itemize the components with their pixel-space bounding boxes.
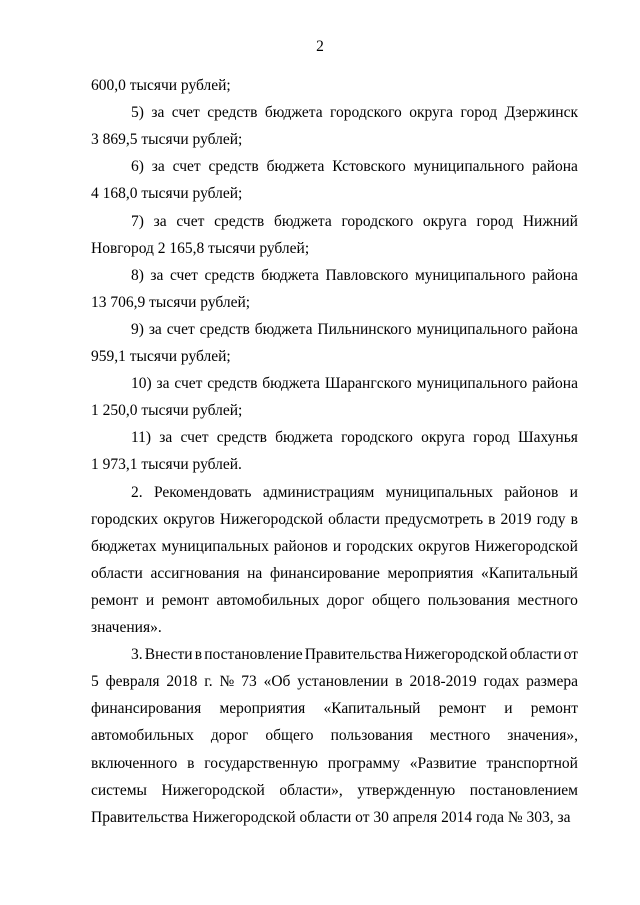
word: Кстовского — [332, 158, 406, 176]
word: размера — [526, 673, 578, 691]
word: района — [532, 375, 578, 393]
list-item-cont-line-1: 600,0 тысячи рублей; — [91, 77, 231, 94]
word: Внести — [144, 646, 193, 664]
list-item-9-line-1 — [131, 320, 578, 340]
word: муниципального — [413, 158, 525, 176]
word: городского — [330, 104, 402, 122]
word: от — [563, 646, 578, 664]
word: 73 — [241, 673, 257, 691]
word: и — [332, 537, 342, 555]
paragraph-2-line-5 — [91, 591, 578, 611]
word: счет — [166, 320, 195, 338]
word: мероприятия — [387, 564, 474, 582]
word: бюджета — [275, 429, 333, 447]
list-item-6-line-2: 4 168,0 тысячи рублей; — [91, 185, 243, 203]
word: местного — [517, 591, 578, 609]
word: 2019 — [500, 510, 532, 528]
word: местного — [429, 727, 491, 745]
word: городских — [91, 510, 159, 528]
word: 7) — [131, 212, 144, 230]
word: в — [194, 646, 203, 664]
word: «Развитие — [409, 754, 477, 772]
word: годах — [483, 673, 520, 691]
word: округа — [409, 104, 454, 122]
paragraph-3-line-2 — [91, 672, 578, 692]
word: ремонт — [530, 700, 578, 718]
paragraph-2-line-1 — [131, 483, 578, 503]
list-item-10-line-2: 1 250,0 тысячи рублей; — [91, 402, 243, 420]
word: муниципальных — [385, 483, 493, 501]
word: № — [219, 673, 235, 691]
word: средств — [204, 266, 255, 284]
word: средств — [216, 429, 267, 447]
word: области — [91, 564, 143, 582]
word: средств — [208, 158, 259, 176]
word: Нижегородской — [404, 646, 508, 664]
word: Дзержинск — [504, 104, 578, 122]
word: Шарангского — [324, 375, 412, 393]
word: 2018 — [166, 673, 198, 691]
word: установлении — [297, 673, 389, 691]
word: округа — [422, 212, 467, 230]
word: постановлением — [469, 781, 578, 799]
word: «Об — [263, 673, 291, 691]
word: и — [145, 591, 155, 609]
word: «Капитальный — [481, 564, 578, 582]
paragraph-3-line-5 — [91, 754, 578, 774]
word: мероприятия — [219, 700, 306, 718]
word: за — [153, 212, 167, 230]
word: автомобильных — [216, 591, 320, 609]
word: 5 — [91, 673, 99, 691]
word: бюджетах — [91, 537, 157, 555]
word: Нижний — [522, 212, 578, 230]
word: ремонт — [91, 591, 139, 609]
paragraph-3-line-3 — [91, 699, 578, 719]
word: области — [509, 646, 562, 664]
word: февраля — [105, 673, 160, 691]
paragraph-2-line-2 — [91, 510, 578, 530]
word: за — [159, 429, 173, 447]
word: бюджета — [262, 375, 321, 393]
word: 9) — [131, 320, 144, 338]
paragraph-3-line-6 — [91, 781, 578, 801]
list-item-8-line-1 — [131, 266, 578, 286]
word: в — [570, 510, 578, 528]
paragraph-3-line-4 — [91, 726, 578, 746]
word: ремонт — [161, 591, 209, 609]
word: постановление — [204, 646, 303, 664]
paragraph-2-line-6: значения». — [91, 619, 162, 636]
word: Нижегородской — [474, 537, 578, 555]
word: за — [151, 104, 165, 122]
word: ассигнования — [150, 564, 240, 582]
word: предусмотреть — [385, 510, 484, 528]
word: городского — [341, 212, 414, 230]
word: финансирования — [91, 700, 202, 718]
word: Рекомендовать — [153, 483, 252, 501]
word: администрациям — [262, 483, 375, 501]
word: округов — [163, 510, 215, 528]
word: 3. — [131, 646, 143, 664]
list-item-10-line-1 — [131, 374, 578, 394]
word: района — [532, 158, 578, 176]
word: финансирование — [269, 564, 380, 582]
word: районов — [504, 483, 559, 501]
word: в — [488, 510, 496, 528]
word: за — [148, 320, 162, 338]
word: района — [532, 320, 578, 338]
paragraph-2-line-3 — [91, 537, 578, 557]
word: за — [156, 375, 170, 393]
word: средств — [214, 212, 265, 230]
word: 11) — [131, 429, 152, 447]
word: пользования — [330, 727, 413, 745]
word: ремонт — [438, 700, 486, 718]
word: 5) — [131, 104, 144, 122]
word: государственную — [204, 754, 318, 772]
word: муниципального — [416, 375, 528, 393]
word: округа — [421, 429, 465, 447]
paragraph-3-line-1 — [131, 645, 578, 665]
word: значения», — [507, 727, 578, 745]
word: город — [476, 212, 514, 230]
word: средств — [207, 375, 258, 393]
word: счет — [180, 429, 209, 447]
word: бюджета — [273, 212, 332, 230]
word: городского — [341, 429, 413, 447]
list-item-6-line-1 — [131, 157, 578, 177]
word: Пильнинского — [317, 320, 412, 338]
word: счет — [171, 104, 200, 122]
word: в — [187, 754, 195, 772]
word: за — [151, 158, 165, 176]
list-item-5-line-1 — [131, 103, 578, 123]
page-number: 2 — [316, 38, 324, 55]
word: за — [150, 266, 164, 284]
word: программу — [327, 754, 400, 772]
list-item-11-line-2: 1 973,1 тысячи рублей. — [91, 456, 242, 474]
word: Нижегородской — [161, 781, 265, 799]
word: средств — [199, 320, 250, 338]
word: утвержденную — [357, 781, 456, 799]
word: Правительства — [304, 646, 403, 664]
word: транспортной — [486, 754, 578, 772]
word: бюджета — [266, 158, 325, 176]
word: 6) — [131, 158, 144, 176]
word: дорог — [326, 591, 365, 609]
word: округов — [418, 537, 470, 555]
list-item-8-line-2: 13 706,9 тысячи рублей; — [91, 293, 251, 311]
paragraph-2-line-4 — [91, 564, 578, 584]
list-item-7-line-2: Новгород 2 165,8 тысячи рублей; — [91, 239, 310, 257]
word: бюджета — [254, 320, 313, 338]
word: пользования — [427, 591, 510, 609]
word: дорог — [210, 727, 249, 745]
word: бюджета — [261, 266, 319, 284]
word: области — [328, 510, 380, 528]
word: город — [473, 429, 510, 447]
word: автомобильных — [91, 727, 194, 745]
word: Шахунья — [518, 429, 578, 447]
word: 2. — [131, 483, 143, 501]
word: городских — [346, 537, 414, 555]
word: районов — [273, 537, 328, 555]
word: общего — [371, 591, 421, 609]
word: году — [536, 510, 566, 528]
word: включенного — [91, 754, 178, 772]
word: г. — [204, 673, 213, 691]
word: Павловского — [325, 266, 409, 284]
word: и — [504, 700, 513, 718]
list-item-9-line-2: 959,1 тысячи рублей; — [91, 348, 231, 365]
word: «Капитальный — [323, 700, 421, 718]
word: счет — [172, 158, 201, 176]
paragraph-3-line-7: Правительства Нижегородской области от 30 апреля 2014 года № 303, за — [91, 808, 571, 826]
word: 2018-2019 — [409, 673, 477, 691]
word: 10) — [131, 375, 152, 393]
word: общего — [265, 727, 314, 745]
word: средств — [207, 104, 258, 122]
word: Нижегородской — [219, 510, 324, 528]
word: бюджета — [264, 104, 323, 122]
word: муниципального — [414, 266, 526, 284]
word: муниципального — [416, 320, 528, 338]
word: счет — [169, 266, 198, 284]
word: на — [247, 564, 263, 582]
word: области», — [279, 781, 343, 799]
word: системы — [91, 781, 147, 799]
list-item-5-line-2: 3 869,5 тысячи рублей; — [91, 131, 243, 149]
list-item-7-line-1 — [131, 212, 578, 232]
word: 8) — [131, 266, 144, 284]
word: муниципальных — [161, 537, 269, 555]
list-item-11-line-1 — [131, 428, 578, 448]
word: и — [569, 483, 578, 501]
word: счет — [176, 212, 205, 230]
word: района — [532, 266, 578, 284]
word: город — [460, 104, 498, 122]
word: в — [395, 673, 403, 691]
word: счет — [174, 375, 203, 393]
